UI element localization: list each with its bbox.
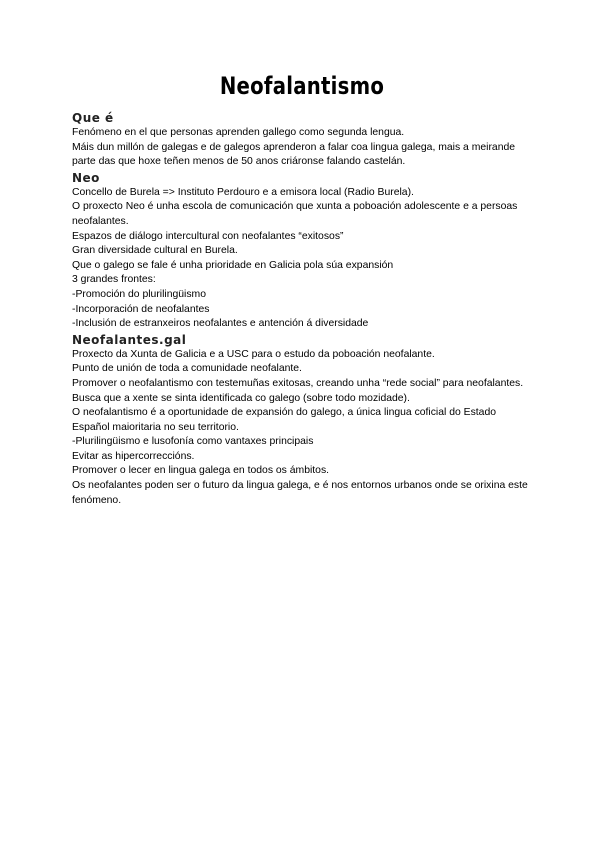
paragraph: Máis dun millón de galegas e de galegos aprenderon a falar coa lingua galega, mais a meirande parte das que hoxe teñen menos de 50 anos criáronse falando castelán.	[72, 141, 516, 168]
paragraph: Que o galego se fale é unha prioridade en Galicia pola súa expansión	[72, 259, 394, 271]
section-heading: Neofalantes.gal	[72, 332, 187, 347]
paragraph: Promover o lecer en lingua galega en todos os ámbitos.	[72, 465, 330, 477]
paragraph: Punto de unión de toda a comunidade neofalante.	[72, 363, 302, 375]
section-neo	[72, 170, 532, 332]
paragraph: 3 grandes frontes:	[72, 274, 156, 286]
list-item: -Incorporación de neofalantes	[72, 303, 210, 315]
section-heading: Que é	[72, 111, 114, 125]
list-item: -Plurilingüismo e lusofonía como vantaxes principais	[72, 436, 314, 448]
section-que-e	[72, 110, 532, 170]
paragraph: Espazos de diálogo intercultural con neofalantes “exitosos”	[72, 230, 344, 242]
paragraph: Gran diversidade cultural en Burela.	[72, 245, 238, 257]
section-neofalantes-gal	[72, 332, 532, 509]
paragraph: Busca que a xente se sinta identificada co galego (sobre todo mozidade).	[72, 392, 410, 404]
paragraph: Proxecto da Xunta de Galicia e a USC para o estudo da poboación neofalante.	[72, 348, 435, 360]
paragraph: Os neofalantes poden ser o futuro da lingua galega, e é nos entornos urbanos onde se orixina este fenómeno.	[72, 480, 528, 506]
paragraph: Evitar as hipercorreccións.	[72, 450, 195, 462]
paragraph: O proxecto Neo é unha escola de comunicación que xunta a poboación adolescente e a persoas neofalantes.	[72, 201, 518, 227]
document-page	[72, 72, 532, 508]
paragraph: Promover o neofalantismo con testemuñas exitosas, creando unha “rede social” para neofalantes.	[72, 377, 524, 389]
paragraph: Concello de Burela => Instituto Perdouro e a emisora local (Radio Burela).	[72, 186, 414, 198]
list-item: -Inclusión de estranxeiros neofalantes e antención á diversidade	[72, 318, 369, 330]
paragraph: O neofalantismo é a oportunidade de expansión do galego, a única lingua coficial do Estado Español maioritaria no seu territorio.	[72, 407, 497, 433]
document-title: Neofalantismo	[219, 72, 385, 100]
list-item: -Promoción do plurilingüismo	[72, 288, 206, 300]
paragraph: Fenómeno en el que personas aprenden gallego como segunda lengua.	[72, 127, 405, 138]
section-heading: Neo	[72, 170, 100, 185]
